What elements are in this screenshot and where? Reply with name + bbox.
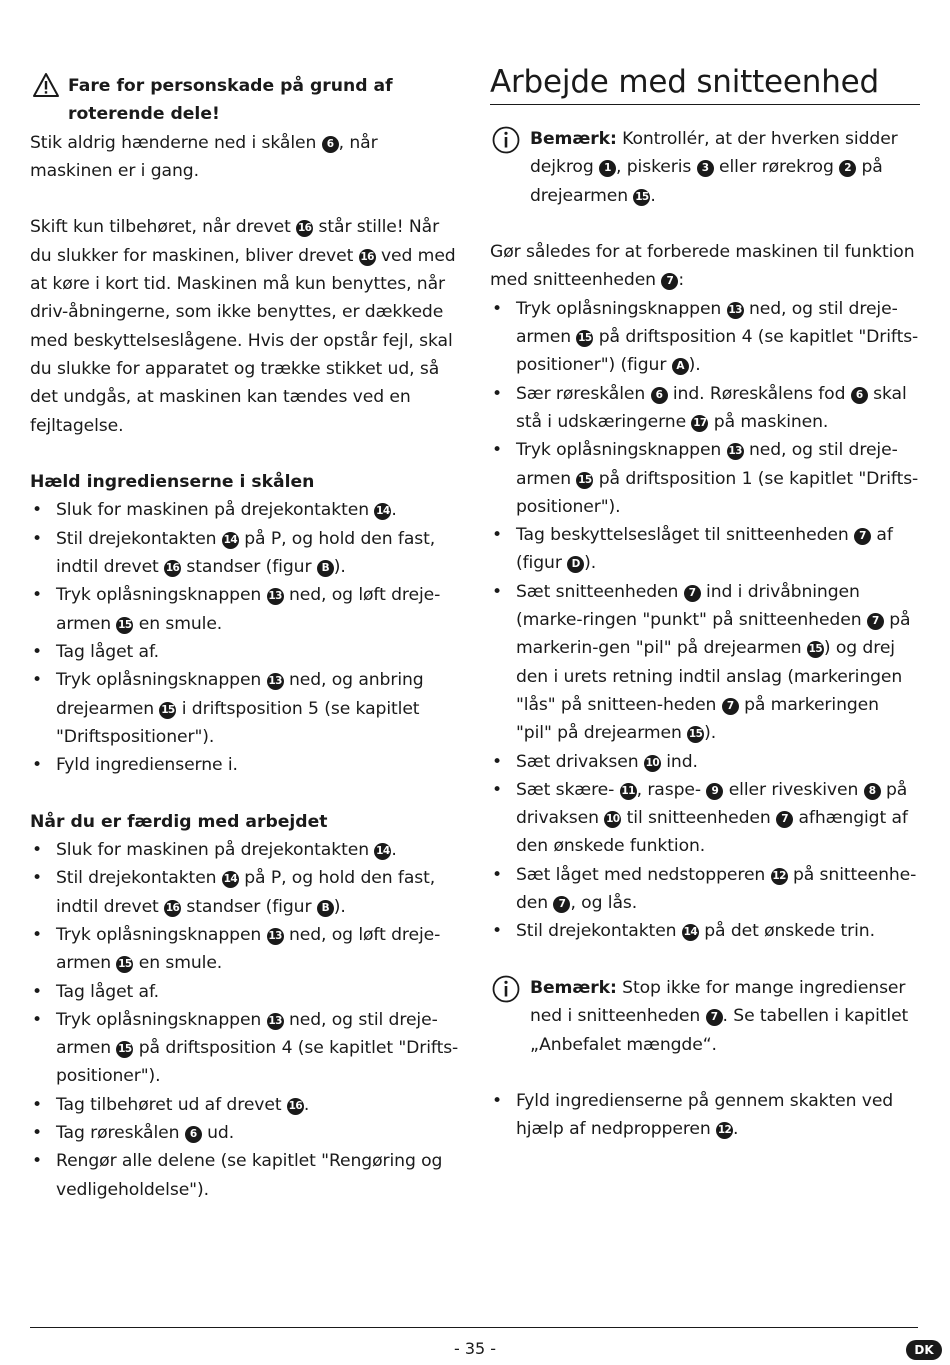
reference-number: B <box>317 900 334 917</box>
info-icon <box>492 126 520 154</box>
reference-number: 14 <box>374 503 391 520</box>
reference-number: 10 <box>604 811 621 828</box>
list-item: • Sluk for maskinen på drejekontakten 14 . <box>30 496 460 524</box>
list-item: • Stil drejekontakten 14 på P, og hold den fast, indtil drevet 16 standser (figur B ). <box>30 525 460 582</box>
reference-number: 16 <box>164 560 181 577</box>
reference-number: 13 <box>267 588 284 605</box>
list-item: • Stil drejekontakten 14 på P, og hold den fast, indtil drevet 16 standser (figur B ). <box>30 864 460 921</box>
fill-steps <box>490 1087 920 1144</box>
reference-number: 13 <box>727 302 744 319</box>
reference-number: 12 <box>716 1122 733 1139</box>
reference-number: 10 <box>644 755 661 772</box>
list-item: • Sluk for maskinen på drejekontakten 14 . <box>30 836 460 864</box>
reference-number: 7 <box>867 613 884 630</box>
reference-number: 2 <box>839 160 856 177</box>
left-column <box>30 72 460 1232</box>
info-icon <box>492 975 520 1003</box>
reference-number: 12 <box>771 868 788 885</box>
note-text-2: Bemærk: Stop ikke for mange ingredienser ned i snitteenheden 7 . Se tabellen i kapitlet „Anbefalet mængde“. <box>530 977 909 1055</box>
list-item: • Tryk oplåsningsknappen 13 ned, og løft dreje-armen 15 en smule. <box>30 581 460 638</box>
note-box-1 <box>490 125 920 210</box>
note-text-1: Bemærk: Kontrollér, at der hverken sidder dejkrog 1 , piskeris 3 eller rørekrog 2 på drejearmen 15 . <box>530 129 898 206</box>
warning-triangle-icon <box>32 72 60 98</box>
list-item: • Tag låget af. <box>30 638 460 666</box>
warning-text: Stik aldrig hænderne ned i skålen 6 , når maskinen er i gang. <box>30 132 378 181</box>
right-column <box>490 62 920 1172</box>
fill-bowl-steps <box>30 496 460 779</box>
list-item: • Tag beskyttelseslåget til snitteenheden 7 af (figur D ). <box>490 521 920 578</box>
reference-number: 17 <box>691 415 708 432</box>
reference-number: 16 <box>296 220 313 237</box>
list-item: • Sæt låget med nedstopperen 12 på snitteenhe-den 7 , og lås. <box>490 861 920 918</box>
reference-number: 7 <box>854 528 871 545</box>
section-heading-finished: Når du er færdig med arbejdet <box>30 811 328 832</box>
list-item: • Fyld ingredienserne i. <box>30 751 460 779</box>
list-item: • Tryk oplåsningsknappen 13 ned, og løft dreje-armen 15 en smule. <box>30 921 460 978</box>
reference-number: 7 <box>661 273 678 290</box>
section-heading-fill-bowl: Hæld ingredienserne i skålen <box>30 472 315 493</box>
page-number: - 35 - <box>453 1339 497 1358</box>
reference-number: 15 <box>576 330 593 347</box>
finished-steps <box>30 836 460 1204</box>
reference-number: 7 <box>722 698 739 715</box>
reference-number: 15 <box>116 617 133 634</box>
reference-number: 15 <box>116 956 133 973</box>
reference-number: 6 <box>322 136 339 153</box>
list-item: • Sæt drivaksen 10 ind. <box>490 748 920 776</box>
reference-number: B <box>317 560 334 577</box>
reference-number: 15 <box>576 472 593 489</box>
reference-number: 3 <box>697 160 714 177</box>
reference-number: 15 <box>633 189 650 206</box>
reference-number: 15 <box>807 641 824 658</box>
list-item: • Fyld ingredienserne på gennem skakten ved hjælp af nedpropperen 12 . <box>490 1087 920 1144</box>
safety-paragraph: Skift kun tilbehøret, når drevet 16 står stille! Når du slukker for maskinen, bliver drevet 16 ved med at køre i kort tid. Maskinen må kun benyttes, når driv-åbningerne, som ikke benyttes, er dækkede med beskyttelseslågene. Hvis der opstår fejl, skal du slukke for apparatet og trække stikket ud, så det undgås, at maskinen kan tændes ved en fejltagelse. <box>30 217 456 436</box>
list-item: • Rengør alle delene (se kapitlet "Rengøring og vedligeholdelse"). <box>30 1147 460 1204</box>
list-item: • Sær røreskålen 6 ind. Røreskålens fod 6 skal stå i udskæringerne 17 på maskinen. <box>490 380 920 437</box>
reference-number: 15 <box>116 1041 133 1058</box>
list-item: • Sæt snitteenheden 7 ind i drivåbningen (marke-ringen "punkt" på snitteenheden 7 på markerin-gen "pil" på drejearmen 15 ) og drej den i urets retning indtil anslag (markeringen "lås" på snitteen-heden 7 på markeringen "pil" på drejearmen 15 ). <box>490 578 920 748</box>
reference-number: 7 <box>776 811 793 828</box>
reference-number: 1 <box>599 160 616 177</box>
intro-text: Gør således for at forberede maskinen til funktion med snitteenheden 7 : <box>490 242 915 291</box>
reference-number: 9 <box>706 783 723 800</box>
reference-number: A <box>672 358 689 375</box>
reference-number: D <box>567 556 584 573</box>
reference-number: 16 <box>287 1098 304 1115</box>
reference-number: 14 <box>222 871 239 888</box>
list-item: • Stil drejekontakten 14 på det ønskede trin. <box>490 917 920 945</box>
reference-number: 6 <box>185 1126 202 1143</box>
reference-number: 14 <box>374 843 391 860</box>
reference-number: 14 <box>682 924 699 941</box>
warning-heading <box>30 72 460 129</box>
list-item: • Sæt skære- 11 , raspe- 9 eller riveskiven 8 på drivaksen 10 til snitteenheden 7 afhængigt af den ønskede funktion. <box>490 776 920 861</box>
note-box-2 <box>490 974 920 1059</box>
list-item: • Tryk oplåsningsknappen 13 ned, og stil dreje-armen 15 på driftsposition 4 (se kapitlet "Drifts-positioner") (figur A ). <box>490 295 920 380</box>
list-item: • Tryk oplåsningsknappen 13 ned, og stil dreje-armen 15 på driftsposition 1 (se kapitlet "Drifts-positioner"). <box>490 436 920 521</box>
reference-number: 11 <box>620 783 637 800</box>
language-badge: DK <box>906 1340 942 1360</box>
reference-number: 7 <box>706 1009 723 1026</box>
list-item: • Tag låget af. <box>30 978 460 1006</box>
list-item: • Tag røreskålen 6 ud. <box>30 1119 460 1147</box>
reference-number: 14 <box>222 532 239 549</box>
reference-number: 15 <box>159 702 176 719</box>
note-label-1: Bemærk: <box>530 129 617 149</box>
reference-number: 15 <box>687 726 704 743</box>
setup-steps <box>490 295 920 946</box>
reference-number: 6 <box>651 387 668 404</box>
list-item: • Tryk oplåsningsknappen 13 ned, og anbring drejearmen 15 i driftsposition 5 (se kapitlet "Driftspositioner"). <box>30 666 460 751</box>
reference-number: 13 <box>727 443 744 460</box>
reference-number: 13 <box>267 1013 284 1030</box>
list-item: • Tryk oplåsningsknappen 13 ned, og stil dreje-armen 15 på driftsposition 4 (se kapitlet "Drifts-positioner"). <box>30 1006 460 1091</box>
note-label-2: Bemærk: <box>530 977 617 998</box>
list-item: • Tag tilbehøret ud af drevet 16 . <box>30 1091 460 1119</box>
reference-number: 13 <box>267 673 284 690</box>
warning-title: Fare for personskade på grund af roterende dele! <box>68 76 393 125</box>
page-title: Arbejde med snitteenhed <box>490 62 920 105</box>
reference-number: 7 <box>684 585 701 602</box>
reference-number: 16 <box>359 249 376 266</box>
reference-number: 16 <box>164 900 181 917</box>
footer-divider <box>30 1327 918 1328</box>
reference-number: 13 <box>267 928 284 945</box>
reference-number: 6 <box>851 387 868 404</box>
reference-number: 8 <box>864 783 881 800</box>
reference-number: 7 <box>553 896 570 913</box>
